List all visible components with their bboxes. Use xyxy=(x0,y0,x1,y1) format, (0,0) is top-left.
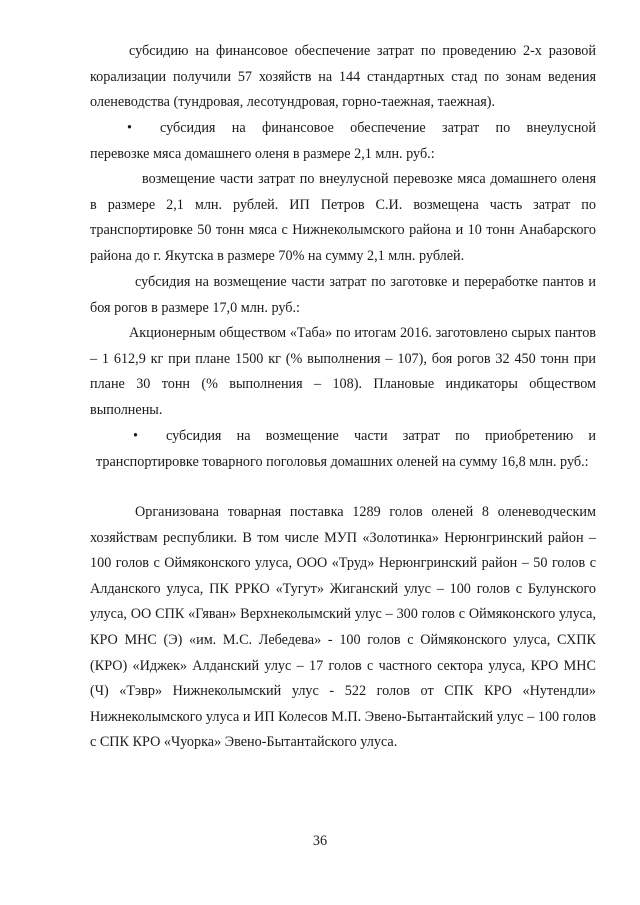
paragraph-taba-results: Акционерным обществом «Таба» по итогам 2016. заготовлено сырых пантов – 1 612,9 кг при плане 1500 кг (% выполнения – 107), боя рогов 32 450 тонн при плане 30 тонн (% выполнения – 108). Плановые индикаторы обществом выполнены. xyxy=(90,325,596,418)
bullet-first-line: субсидия на возмещение части затрат по приобретению и xyxy=(166,428,596,444)
bullet-line xyxy=(90,116,596,142)
paragraph-reindeer-deliveries: Организована товарная поставка 1289 голов оленей 8 оленеводческим хозяйствам республики. В том числе МУП «Золотинка» Нерюнгринский район – 100 голов с Оймяконского улуса, ООО «Труд» Нерюнгринский район – 50 голов с Алданского улуса, ПК РРКО «Тугут» Жиганский улус – 100 голов с Булунского улуса, ОО СПК «Гяван» Верхнеколымский улус – 300 голов с Оймяконского улуса, КРО МНС (Э) «им. М.С. Лебедева» - 100 голов с Оймяконского улуса, СХПК (КРО) «Иджек» Алданский улус – 17 голов с частного сектора улуса, КРО МНС (Ч) «Тэвр» Нижнеколымский улус - 522 голов от СПК КРО «Нутендли» Нижнеколымского улуса и ИП Колесов М.П. Эвено-Бытантайский улус – 100 голов с СПК КРО «Чуорка» Эвено-Бытантайского улуса. xyxy=(90,504,596,751)
bullet-continuation: транспортировке товарного поголовья домашних оленей на сумму 16,8 млн. руб.: xyxy=(96,453,589,470)
paragraph-antler-subsidy: субсидия на возмещение части затрат по заготовке и переработке пантов и боя рогов в размере 17,0 млн. руб.: xyxy=(90,274,596,316)
bullet-item-meat-transport xyxy=(90,116,596,167)
bullet-first-line: субсидия на финансовое обеспечение затрат по внеулусной xyxy=(160,120,596,136)
bullet-marker: • xyxy=(133,428,138,444)
bullet-marker: • xyxy=(127,120,132,136)
bullet-continuation: перевозке мяса домашнего оленя в размере 2,1 млн. руб.: xyxy=(90,145,435,162)
paragraph-coralization-subsidy: субсидию на финансовое обеспечение затрат по проведению 2-х разовой корализации получили 57 хозяйств на 144 стандартных стад по зонам ведения оленеводства (тундровая, лесотундровая, горно-таежная, таежная). xyxy=(90,43,596,111)
page-number: 36 xyxy=(312,833,328,849)
bullet-item-reindeer-purchase xyxy=(96,424,596,475)
bullet-line xyxy=(96,424,596,450)
paragraph-meat-transport-compensation: возмещение части затрат по внеулусной перевозке мяса домашнего оленя в размере 2,1 млн. рублей. ИП Петров С.И. возмещена часть затрат по транспортировке 50 тонн мяса с Нижнеколымского района и 10 тонн Анабарского района до г. Якутска в размере 70% на сумму 2,1 млн. рублей. xyxy=(90,171,596,264)
